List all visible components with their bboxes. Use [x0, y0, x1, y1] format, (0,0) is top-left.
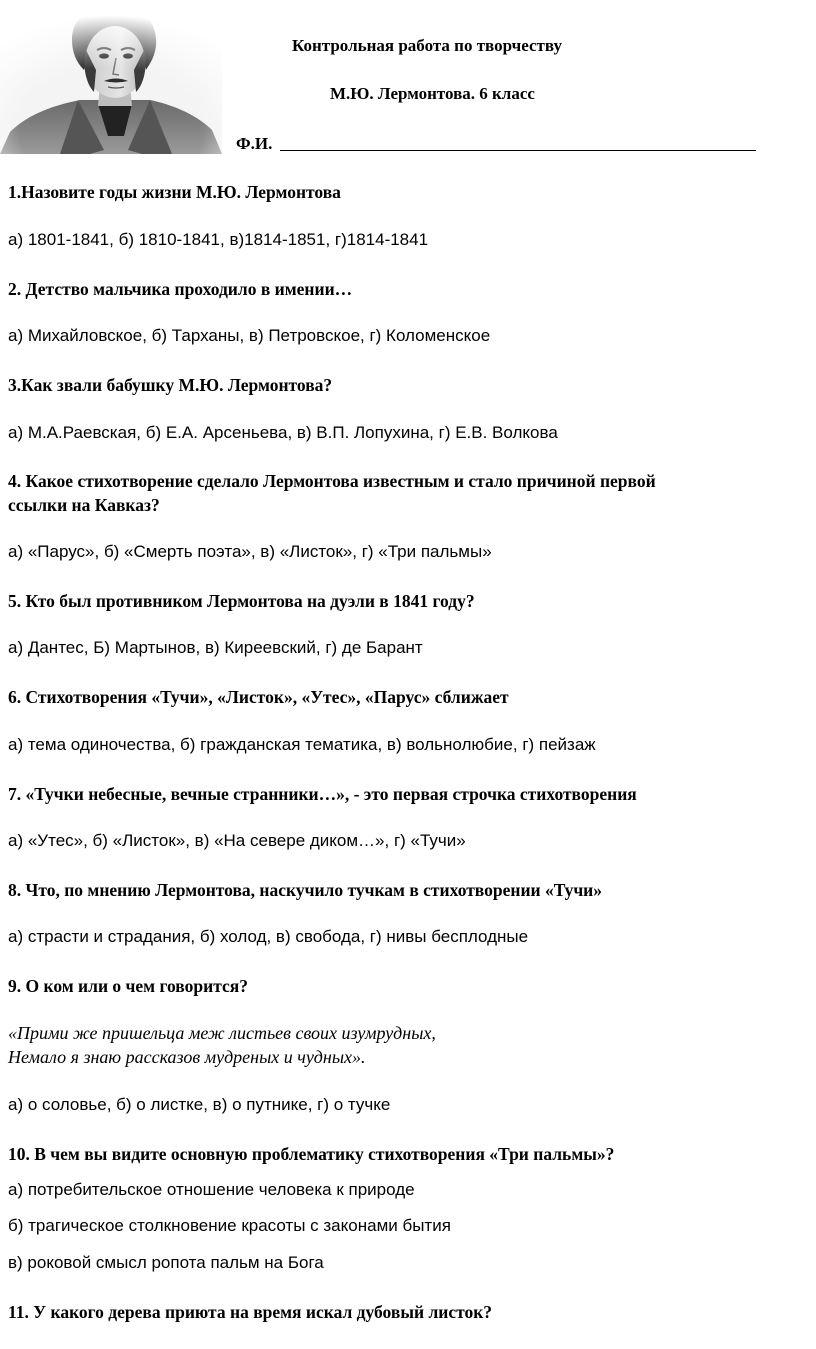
question-9: 9. О ком или о чем говорится? [8, 976, 248, 996]
poem-quote-line2: Немало я знаю рассказов мудреных и чудных». [8, 1047, 366, 1067]
question-1: 1.Назовите годы жизни М.Ю. Лермонтова [8, 182, 341, 202]
question-2: 2. Детство мальчика проходило в имении… [8, 279, 353, 299]
question-7: 7. «Тучки небесные, вечные странники…», - это первая строчка стихотворения [8, 784, 637, 804]
question-11: 11. У какого дерева приюта на время искал дубовый листок? [8, 1302, 493, 1322]
answer-options-3: а) М.А.Раевская, б) Е.А. Арсеньева, в) В.П. Лопухина, г) Е.В. Волкова [8, 423, 558, 442]
answer-option-10c: в) роковой смысл ропота пальм на Бога [8, 1253, 324, 1272]
page-subtitle: М.Ю. Лермонтова. 6 класс [330, 84, 535, 103]
answer-options-9: а) о соловье, б) о листке, в) о путнике, г) о тучке [8, 1095, 391, 1114]
fio-label: Ф.И. [236, 134, 273, 153]
answer-options-7: а) «Утес», б) «Листок», в) «На севере диком…», г) «Тучи» [8, 831, 466, 850]
portrait-lermontov [0, 0, 222, 154]
question-8: 8. Что, по мнению Лермонтова, наскучило тучкам в стихотворении «Тучи» [8, 880, 603, 900]
answer-options-1: а) 1801-1841, б) 1810-1841, в)1814-1851, г)1814-1841 [8, 230, 429, 249]
answer-options-8: а) страсти и страдания, б) холод, в) свобода, г) нивы бесплодные [8, 927, 529, 946]
question-4-line1: 4. Какое стихотворение сделало Лермонтова известным и стало причиной первой [8, 471, 656, 491]
poem-quote-line1: «Прими же пришельца меж листьев своих изумрудных, [8, 1023, 436, 1043]
fio-blank-line [280, 150, 756, 151]
answer-option-10a: а) потребительское отношение человека к природе [8, 1180, 415, 1199]
question-4-line2: ссылки на Кавказ? [8, 495, 160, 515]
question-5: 5. Кто был противником Лермонтова на дуэли в 1841 году? [8, 591, 475, 611]
answer-options-2: а) Михайловское, б) Тарханы, в) Петровское, г) Коломенское [8, 326, 491, 345]
answer-option-10b: б) трагическое столкновение красоты с законами бытия [8, 1216, 451, 1235]
question-10: 10. В чем вы видите основную проблематику стихотворения «Три пальмы»? [8, 1144, 615, 1164]
page-title: Контрольная работа по творчеству [292, 36, 562, 55]
answer-options-5: а) Дантес, Б) Мартынов, в) Киреевский, г) де Барант [8, 638, 423, 657]
question-6: 6. Стихотворения «Тучи», «Листок», «Утес», «Парус» сближает [8, 687, 509, 707]
answer-options-4: а) «Парус», б) «Смерть поэта», в) «Листок», г) «Три пальмы» [8, 542, 492, 561]
question-3: 3.Как звали бабушку М.Ю. Лермонтова? [8, 375, 333, 395]
answer-options-6: а) тема одиночества, б) гражданская тематика, в) вольнолюбие, г) пейзаж [8, 735, 596, 754]
